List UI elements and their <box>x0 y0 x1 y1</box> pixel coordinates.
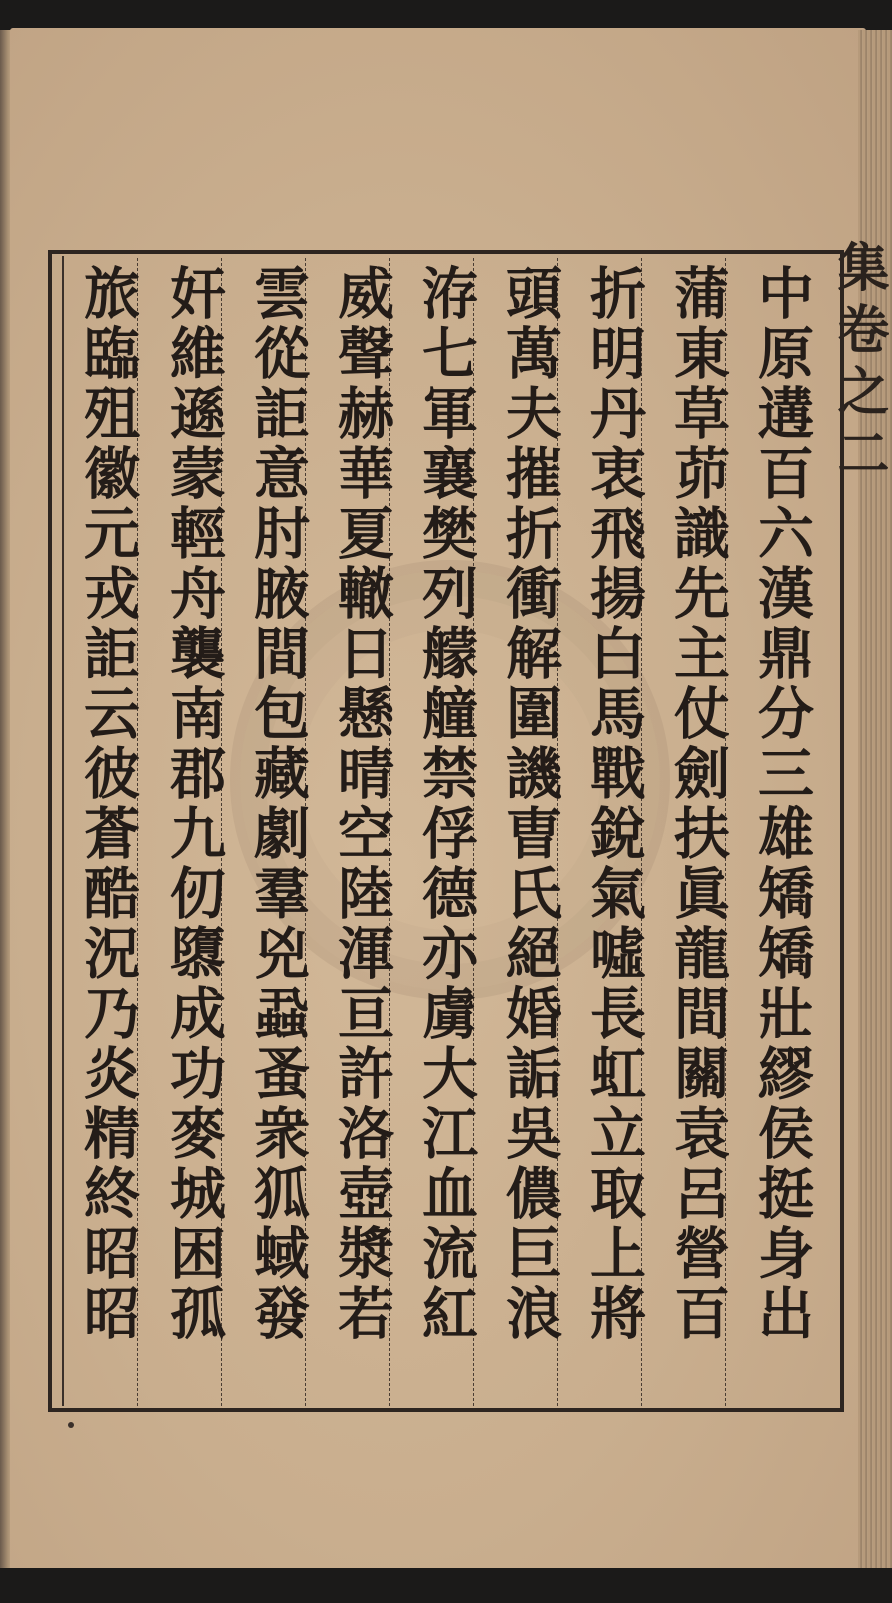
text-column-2 <box>656 258 740 1406</box>
text-column-3 <box>572 258 656 1406</box>
column-text: 洊七軍襄樊列艨艟禁俘德亦虜大江血流紅 <box>413 264 479 1344</box>
text-column-6 <box>320 258 404 1406</box>
column-text: 中原遘百六漢鼎分三雄矯矯壯繆侯挺身出 <box>749 264 815 1344</box>
column-text: 奸維遜蒙輕舟襲南郡九仞隳成功麥城困孤 <box>161 264 227 1344</box>
text-column-8 <box>152 258 236 1406</box>
text-column-4 <box>488 258 572 1406</box>
column-text: 折明丹衷飛揚白馬戰銳氣噓長虹立取上將 <box>581 264 647 1344</box>
column-text: 蒲東草茆識先主仗劍扶眞龍間關袁呂營百 <box>665 264 731 1344</box>
column-text: 威聲赫華夏轍日懸晴空陸渾亘許洛壺漿若 <box>329 264 395 1344</box>
column-text: 頭萬夫摧折衝解圍譏曺氏絕婚詬吳儂巨浪 <box>497 264 563 1344</box>
running-head-fragment <box>828 240 889 900</box>
running-head-text: 集卷之二 <box>828 240 889 488</box>
column-text: 雲從詎意肘腋間包藏劇羣兇蝨蚤衆狐蜮發 <box>245 264 311 1344</box>
scan-background-bottom <box>0 1568 892 1603</box>
text-column-1 <box>740 258 824 1406</box>
frame-inner-rule <box>62 256 64 1406</box>
ink-mark <box>68 1422 74 1428</box>
column-text: 旅臨殂徽元戎詎云彼蒼酷況乃炎精終昭昭 <box>75 264 141 1344</box>
text-column-5 <box>404 258 488 1406</box>
text-column-7 <box>236 258 320 1406</box>
text-column-9 <box>66 258 150 1406</box>
